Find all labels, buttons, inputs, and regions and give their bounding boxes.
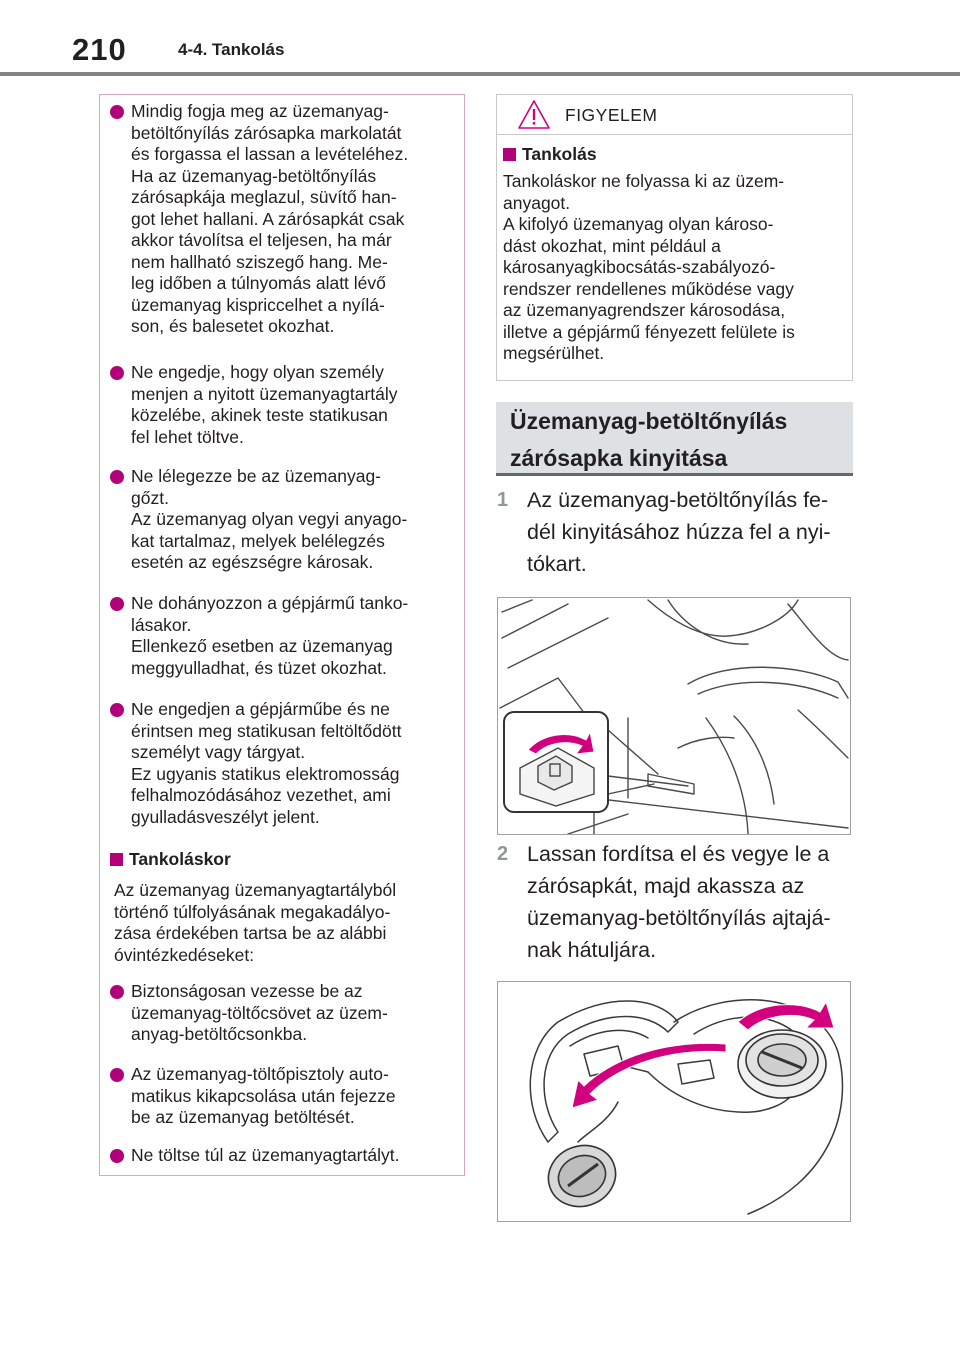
caution-item-text: Ne engedje, hogy olyan személy menjen a nyitott üzemanyagtartály közelébe, akinek teste statikusan fel lehet töltve. — [131, 362, 398, 447]
fuel-door-opener-illustration — [497, 597, 851, 835]
step-number: 2 — [497, 843, 509, 865]
subheading-tankolaskor — [110, 848, 231, 870]
caution-item-text: Ne töltse túl az üzemanyagtartályt. — [131, 1145, 400, 1165]
bullet-icon — [110, 105, 124, 119]
opener-drawing — [498, 598, 850, 834]
caution-item-text: Ne engedjen a gépjárműbe és ne érintsen meg statikusan feltöltődött személyt vagy tárgyat. Ez ugyanis statikus elektromosság felhalmozódásához vezethet, ami gyulladásveszélyt jelent. — [131, 699, 402, 827]
bullet-icon — [110, 366, 124, 380]
bullet-icon — [110, 1068, 124, 1082]
hang-arrow-icon — [572, 1043, 726, 1108]
caution-item — [110, 466, 456, 574]
caution-item — [110, 981, 456, 1046]
page-number: 210 — [72, 32, 127, 67]
warning-triangle-icon — [517, 99, 551, 130]
bullet-icon — [110, 703, 124, 717]
precaution-paragraph: Az üzemanyag üzemanyagtartályból történő túlfolyásának megakadályo- zása érdekében tartsa be az alábbi óvintézkedéseket: — [114, 880, 397, 965]
square-bullet-icon — [503, 148, 516, 161]
subheading-text: Tankoláskor — [129, 849, 231, 869]
section-title: 4-4. Tankolás — [178, 40, 285, 59]
section-heading: Üzemanyag-betöltőnyílás zárósapka kinyitása — [510, 408, 788, 471]
bullet-icon — [110, 597, 124, 611]
bullet-icon — [110, 1149, 124, 1163]
caution-item — [110, 593, 456, 679]
caution-item-text: Ne dohányozzon a gépjármű tanko- lásakor. Ellenkező esetben az üzemanyag meggyulladhat, és tüzet okozhat. — [131, 593, 409, 678]
header-divider — [0, 72, 960, 76]
fuel-cap-removal-illustration — [497, 981, 851, 1222]
bullet-icon — [110, 470, 124, 484]
warning-text: Tankoláskor ne folyassa ki az üzem- anyagot. A kifolyó üzemanyag olyan károso- dást okozhat, mint például a károsanyagkibocsátás-szabályozó- rendszer rendellenes működése vagy az üzemanyagrendszer károsodása, illetve a gépjármű fényezett felülete is megsérülhet. — [503, 171, 795, 363]
step-number: 1 — [497, 489, 509, 511]
caution-item — [110, 362, 456, 448]
bullet-icon — [110, 985, 124, 999]
caution-item — [110, 101, 456, 338]
fuel-cap-drawing — [498, 982, 850, 1221]
caution-item-text: Az üzemanyag-töltőpisztoly auto- matikus kikapcsolása után fejezze be az üzemanyag betöltését. — [131, 1064, 396, 1127]
step-text: Lassan fordítsa el és vegye le a zárósapkát, majd akassza az üzemanyag-betöltőnyílás ajtajá- nak hátuljára. — [527, 842, 831, 962]
warning-subheading — [503, 143, 597, 165]
caution-item — [110, 1145, 456, 1167]
caution-item — [110, 699, 456, 828]
step-text: Az üzemanyag-betöltőnyílás fe- dél kinyitásához húzza fel a nyi- tókart. — [527, 488, 831, 576]
caution-item-text: Biztonságosan vezesse be az üzemanyag-töltőcsövet az üzem- anyag-betöltőcsonkba. — [131, 981, 388, 1044]
warning-header-divider — [497, 134, 852, 135]
square-bullet-icon — [110, 853, 123, 866]
warning-title: FIGYELEM — [565, 105, 658, 125]
caution-item-text: Ne lélegezze be az üzemanyag- gőzt. Az üzemanyag olyan vegyi anyago- kat tartalmaz, melyek belélegzés esetén az egészségre károsak. — [131, 466, 408, 572]
caution-item — [110, 1064, 456, 1129]
caution-item-text: Mindig fogja meg az üzemanyag- betöltőnyílás zárósapka markolatát és forgassa el lassan a levételéhez. Ha az üzemanyag-betöltőnyílás zárósapkája meglazul, süvítő han- got lehet hallani. A zárósapkát csak akkor távolítsa el teljesen, ha már nem hallható sziszegő hang. Me- leg időben a túlnyomás alatt lévő üzemanyag kispriccelhet a nyílá- son, és balesetet okozhat. — [131, 101, 409, 336]
warning-subheading-text: Tankolás — [522, 144, 597, 164]
